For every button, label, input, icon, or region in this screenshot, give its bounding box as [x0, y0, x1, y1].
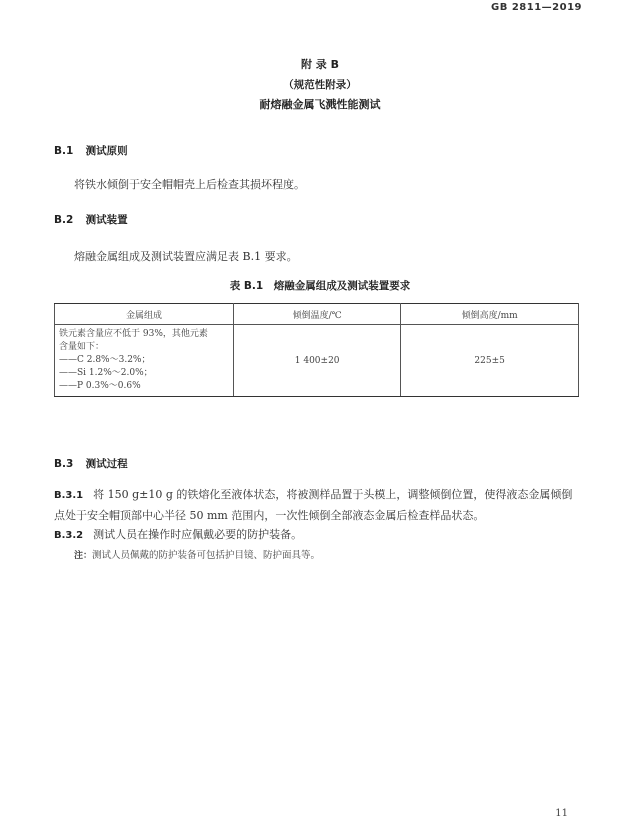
- table-row: [55, 325, 579, 397]
- table-header-row: [55, 304, 579, 325]
- section-title: 测试装置: [85, 214, 128, 226]
- clause-text: 将 150 g±10 g 的铁熔化至液体状态，将被测样品置于头模上，调整倾倒位置，使得液态金属倾倒点处于安全帽顶部中心半径 50 mm 范围内，一次性倾倒全部液态金属后检查样品状态。: [54, 488, 573, 522]
- page-number: 11: [555, 808, 568, 819]
- section-number: B.3: [54, 458, 74, 470]
- appendix-title-block: [0, 56, 640, 72]
- header-height: 倾倒高度/mm: [401, 304, 579, 325]
- section-number: B.2: [54, 214, 74, 226]
- clause-text: 测试人员在操作时应佩戴必要的防护装备。: [93, 528, 303, 541]
- note-label: 注：: [74, 551, 93, 561]
- appendix-name: 耐熔融金属飞溅性能测试: [259, 98, 381, 111]
- procedure-note: [74, 547, 320, 561]
- header-temperature: 倾倒温度/℃: [234, 304, 401, 325]
- composition-line: ——Si 1.2%～2.0%；: [59, 368, 153, 378]
- appendix-type: （规范性附录）: [283, 79, 357, 91]
- appendix-name-block: [0, 96, 640, 112]
- section-body-b2: 熔融金属组成及测试装置应满足表 B.1 要求。: [74, 250, 298, 263]
- table-caption: 表 B.1 熔融金属组成及测试装置要求: [229, 280, 411, 292]
- spec-table: [54, 303, 579, 397]
- appendix-type-block: [0, 77, 640, 92]
- clause-label: B.3.1: [54, 490, 84, 501]
- composition-line: 铁元素含量应不低于 93%，其他元素: [59, 329, 208, 339]
- temperature-cell: 1 400±20: [234, 325, 401, 397]
- composition-line: 含量如下：: [59, 342, 105, 352]
- procedure-b31: [54, 485, 579, 526]
- appendix-label: 附 录 B: [300, 58, 340, 71]
- section-body-b1: 将铁水倾倒于安全帽帽壳上后检查其损坏程度。: [74, 178, 305, 191]
- note-text: 测试人员佩戴的防护装备可包括护目镜、防护面具等。: [92, 550, 321, 561]
- header-composition: 金属组成: [55, 304, 234, 325]
- clause-label: B.3.2: [54, 530, 84, 541]
- section-heading-b2: [54, 212, 128, 227]
- height-cell: 225±5: [401, 325, 579, 397]
- section-title: 测试过程: [85, 458, 128, 470]
- section-heading-b3: [54, 456, 128, 471]
- procedure-b32: [54, 525, 579, 546]
- composition-line: ——C 2.8%～3.2%；: [59, 355, 151, 365]
- composition-cell: [55, 325, 234, 397]
- section-heading-b1: [54, 143, 128, 158]
- section-title: 测试原则: [85, 145, 128, 157]
- composition-line: ——P 0.3%～0.6%: [59, 381, 141, 391]
- document-code: GB 2811—2019: [491, 2, 582, 13]
- section-number: B.1: [54, 145, 74, 157]
